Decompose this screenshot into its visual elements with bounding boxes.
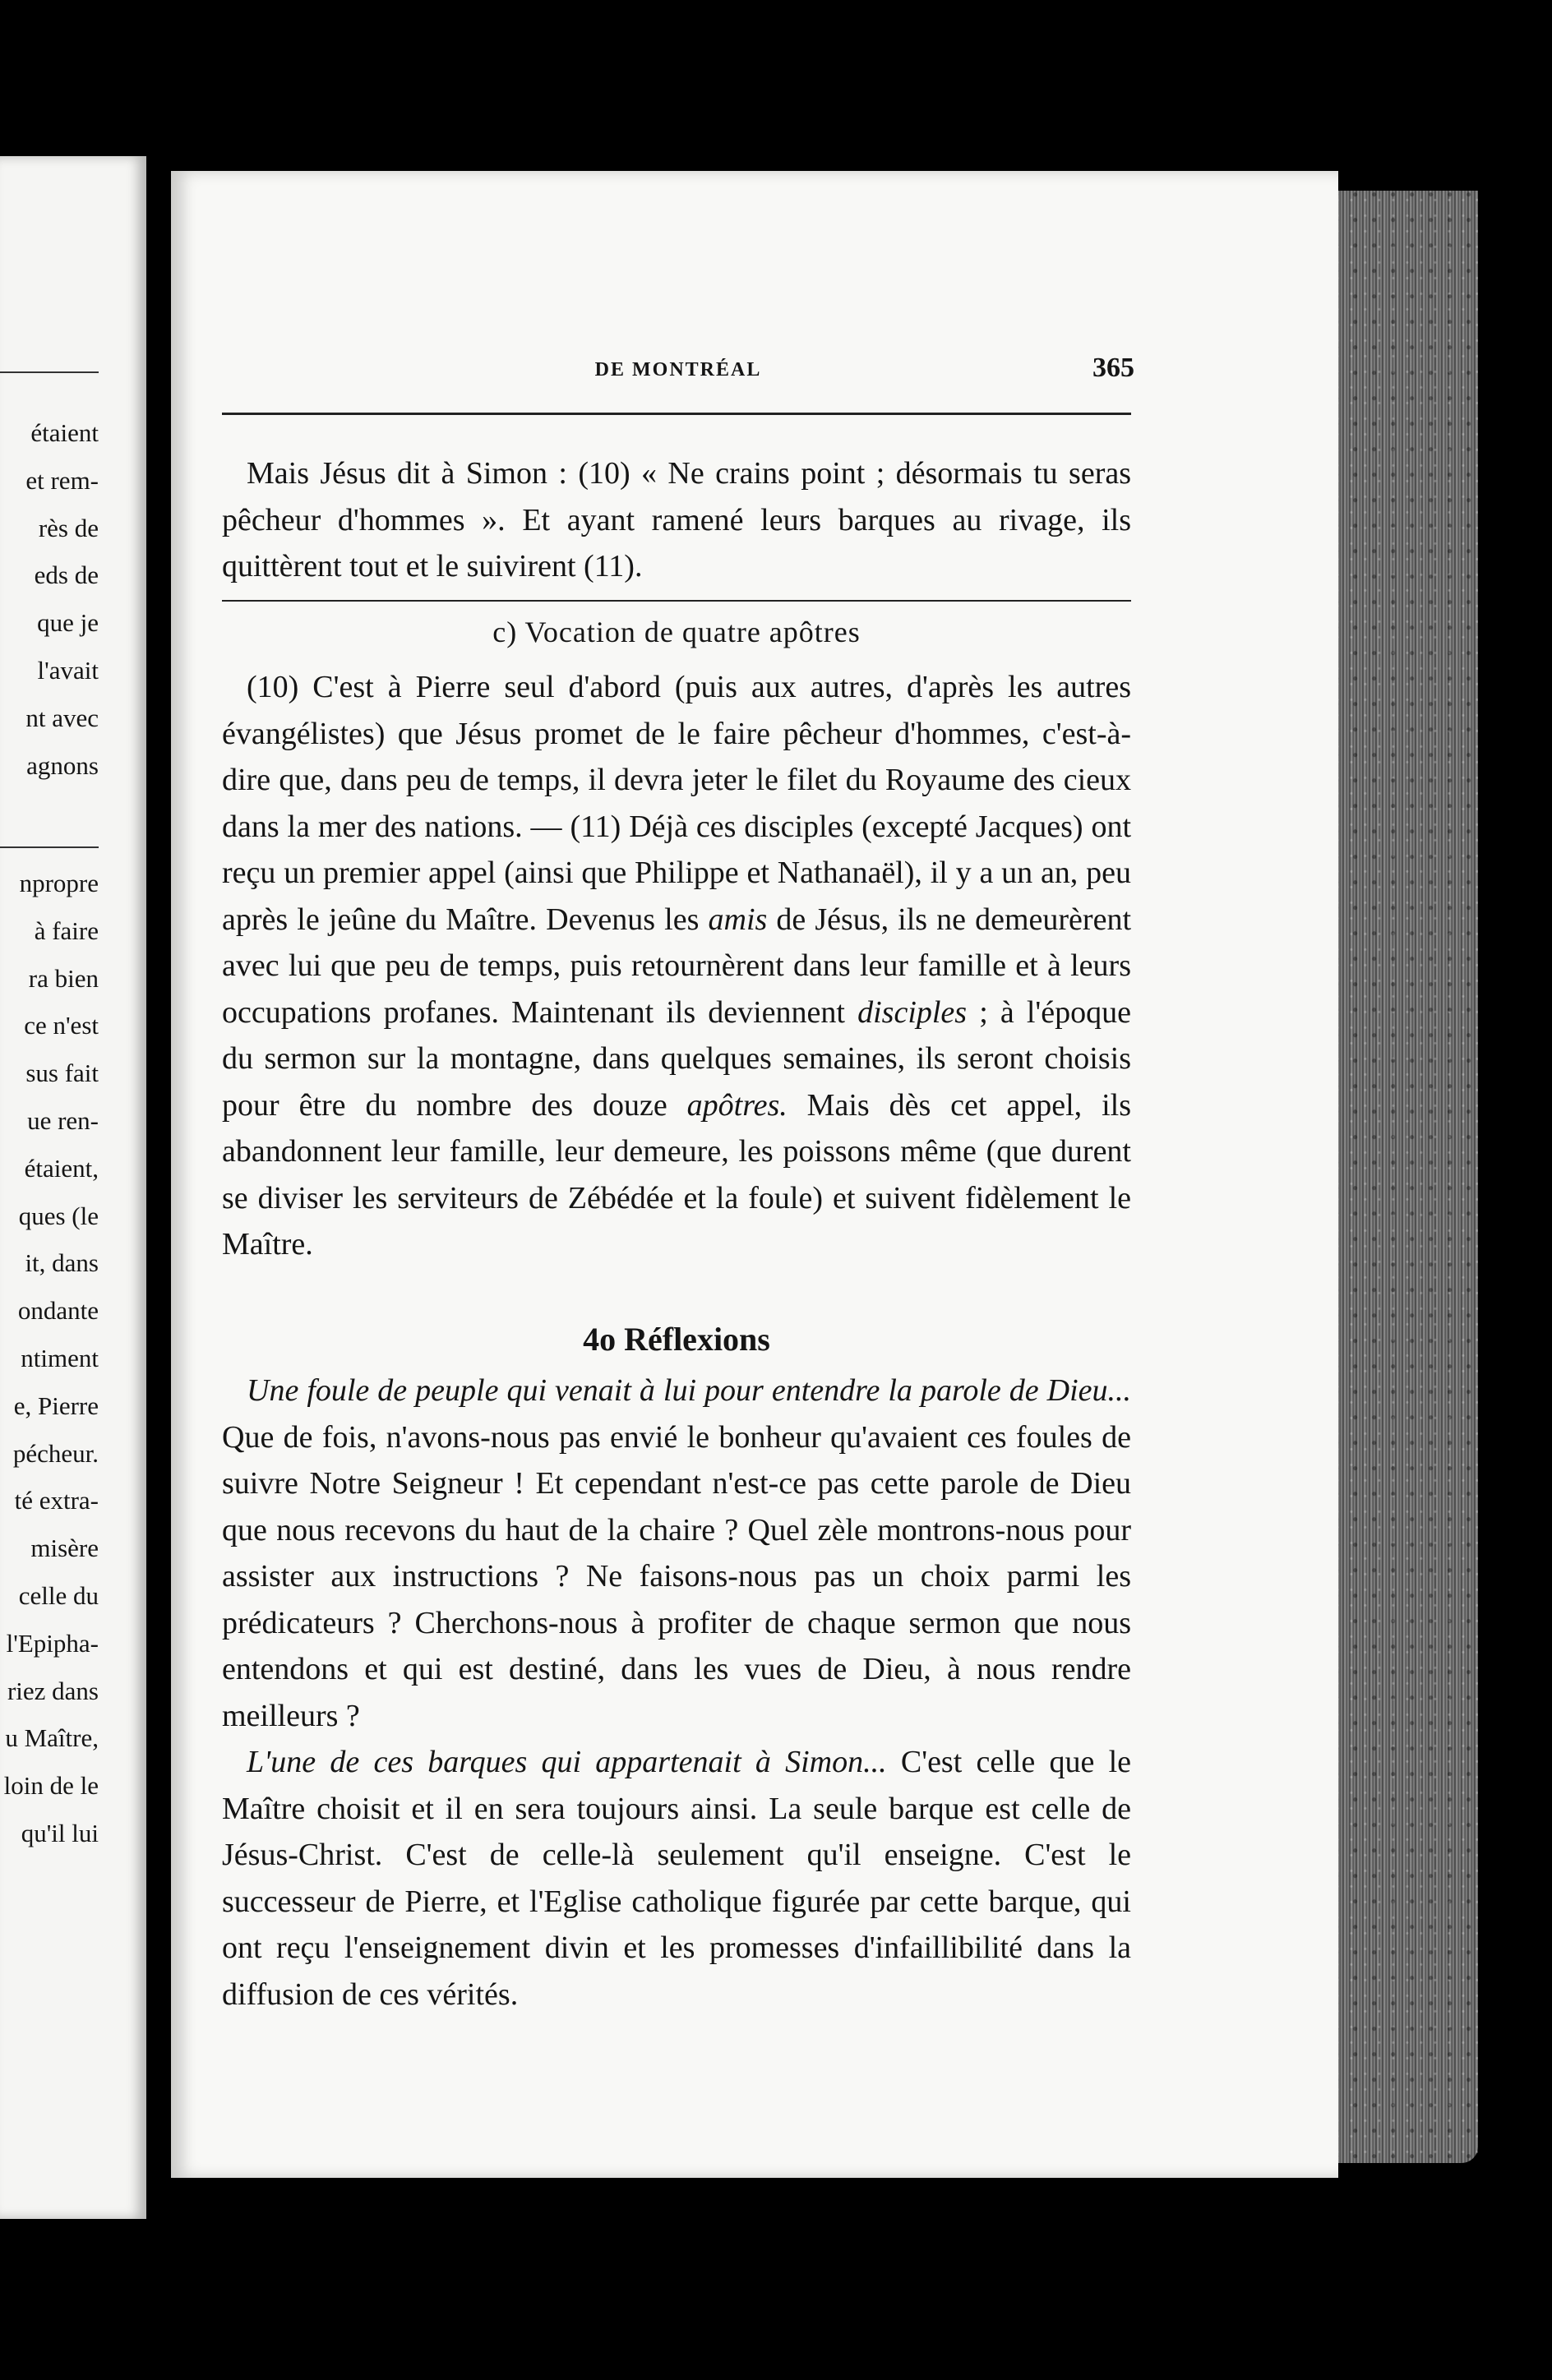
left-page-line: ntiment [21,1343,99,1372]
left-page-line: ue ren- [27,1105,99,1135]
note-text-1: (10) C'est à Pierre seul d'abord (puis aux autres, d'après les autres évangélistes) que Jésus promet de le faire pêcheur d'hommes, c'est-à-dire que, dans peu de temps, il devra jeter le filet du Royaume des cieux dans la mer des nations. — (11) Déjà ces disciples (excepté Jacques) ont reçu un premier appel (ainsi que Philippe et Nathanaël), il y a un an, peu après le jeûne du Maître. Devenus les [222,670,1131,937]
header-rule [222,413,1131,415]
left-page-line: l'Epipha- [6,1628,99,1658]
left-page-line: ondante [17,1296,99,1326]
left-page-line: l'avait [37,655,99,685]
left-page-line: celle du [18,1580,99,1610]
reflexion-paragraph-1 [222,1368,1131,1739]
paragraph-main [222,450,1131,590]
left-page-line: rès de [38,513,99,542]
left-page-line: npropre [19,869,99,897]
note-emphasis-amis: amis [708,902,768,937]
left-page-line: misère [30,1534,99,1563]
left-page-line: sus fait [25,1059,99,1088]
left-page-rule [0,371,99,373]
left-page-line: ques (le [18,1201,99,1230]
left-page-line: étaient, [24,1153,99,1183]
reflexion-quote-2: L'une de ces barques qui appartenait à Simon... [247,1745,887,1779]
note-text-4: Mais dès cet appel, ils abandonnent leur famille, leur demeure, les poissons même (que durent se diviser les serviteurs de Zébédée et la foule) et suivent fidèlement le Maître. [222,1087,1132,1261]
left-page-line: étaient [30,418,99,447]
left-page-text-bottom [0,860,99,1857]
left-page-line: té extra- [14,1486,99,1515]
left-page-line: et rem- [25,465,99,495]
note-text-2: de Jésus, ils ne demeurèrent avec lui que peu de temps, puis retournèrent dans leur famille et à leurs occupations profanes. Maintenant ils deviennent [222,902,1132,1030]
note-paragraph [222,664,1131,1268]
left-page-line: riez dans [7,1676,99,1705]
left-page-line: ra bien [28,963,99,993]
left-page-line: à faire [34,916,99,945]
left-page-line: agnons [26,750,99,780]
section-title-reflexions: 4o Réflexions [583,1321,770,1358]
left-page-line: e, Pierre [13,1391,99,1420]
left-page-line: pécheur. [12,1438,99,1468]
page-header [222,353,1134,400]
left-page-line: u Maître, [5,1723,99,1753]
left-page-line: ce n'est [24,1011,99,1040]
left-page-line: eds de [34,560,99,590]
section-rule [222,600,1131,602]
page-number: 365 [1092,353,1134,383]
note-emphasis-apotres: apôtres. [686,1087,788,1123]
left-page-line: it, dans [25,1248,99,1278]
left-page [0,156,146,2219]
left-page-rule [0,846,99,848]
running-head: DE MONTRÉAL [594,359,762,381]
book-fore-edge [1314,191,1478,2163]
reflexion-quote-1: Une foule de peuple qui venait à lui pour entendre la parole de Dieu... [247,1373,1131,1408]
left-page-line: nt avec [25,703,99,732]
reflexion-text-2: C'est celle que le Maître choisit et il en sera toujours ainsi. La seule barque est celle de Jésus-Christ. C'est de celle-là seulement qu'il enseigne. C'est le successeur de Pierre, et l'Eglise catholique figurée par cette barque, qui ont reçu l'enseignement divin et les promesses d'infaillibilité dans la diffusion de ces vérités. [222,1745,1132,2012]
reflexion-paragraph-2 [222,1739,1131,2018]
section-title-vocation: c) Vocation de quatre apôtres [492,616,861,648]
reflexion-text-1: Que de fois, n'avons-nous pas envié le bonheur qu'avaient ces foules de suivre Notre Seigneur ! Et cependant n'est-ce pas cette parole de Dieu que nous recevons du haut de la chaire ? Quel zèle montrons-nous pour assister aux instructions ? Ne faisons-nous pas un choix parmi les prédicateurs ? Cherchons-nous à profiter de chaque sermon que nous entendons et qui est destiné, dans les vues de Dieu, à nous rendre meilleurs ? [222,1419,1131,1733]
reflexions-block [222,1368,1131,2018]
left-page-line: que je [37,608,99,638]
left-page-line: qu'il lui [21,1818,99,1847]
paragraph-gospel: Mais Jésus dit à Simon : (10) « Ne crains point ; désormais tu seras pêcheur d'hommes ». Et ayant ramené leurs barques au rivage, ils quittèrent tout et le suivirent (11). [222,456,1131,583]
note-emphasis-disciples: disciples [857,994,968,1030]
note-text-3: ; à l'époque du sermon sur la montagne, dans quelques semaines, ils seront choisis pour être du nombre des douze [222,994,1132,1123]
left-page-line: loin de le [3,1771,99,1801]
notes-block [222,664,1131,1268]
left-page-text-top [0,409,99,789]
